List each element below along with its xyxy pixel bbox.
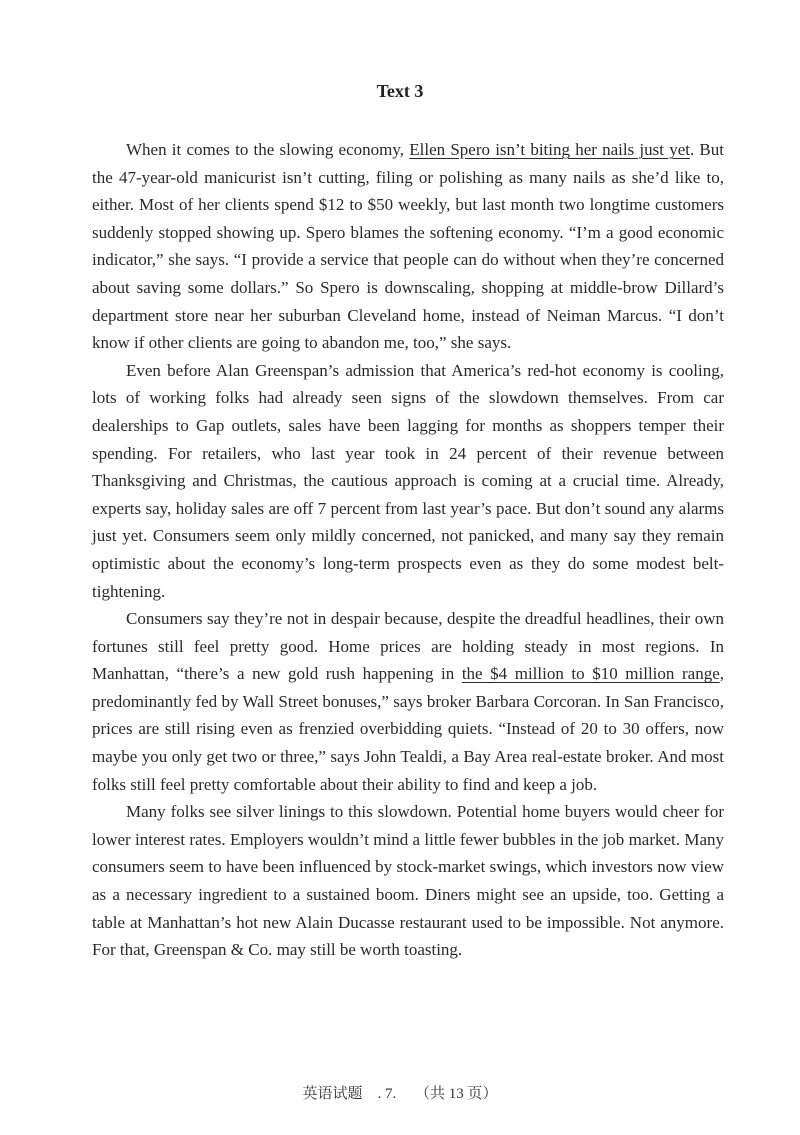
article-body: [92, 136, 724, 964]
underlined-phrase-nails: Ellen Spero isn’t biting her nails just yet: [409, 140, 690, 159]
paragraph-3-text-b: , predominantly fed by Wall Street bonuses,” says broker Barbara Corcoran. In San Francisco, prices are still rising even as frenzied overbidding quiets. “Instead of 20 to 30 offers, now maybe you only get two or three,” says John Tealdi, a Bay Area real-estate broker. And most folks still feel pretty comfortable about their ability to find and keep a job.: [92, 664, 724, 794]
underlined-phrase-price-range: the $4 million to $10 million range: [461, 664, 720, 684]
paragraph-3-text-a: Consumers say they’re not in despair because, despite the dreadful headlines, their own fortunes still feel pretty good. Home prices are holding steady in most regions. In Manhattan, “there’s a new gold rush happening in: [92, 609, 724, 684]
paragraph-1: [92, 136, 724, 357]
paragraph-1-text-b: . But the 47-year-old manicurist isn’t cutting, filing or polishing as many nails as she’d like to, either. Most of her clients spend $12 to $50 weekly, but last month two longtime customers suddenly stopped showing up. Spero blames the softening economy. “I’m a good economic indicator,” she says. “I provide a service that people can do without when they’re concerned about saving some dollars.” So Spero is downscaling, shopping at middle-brow Dillard’s department store near her suburban Cleveland home, instead of Neiman Marcus. “I don’t know if other clients are going to abandon me, too,” she says.: [92, 140, 724, 353]
paragraph-4: Many folks see silver linings to this slowdown. Potential home buyers would cheer for lower interest rates. Employers wouldn’t mind a little fewer bubbles in the job market. Many consumers seem to have been influenced by stock-market swings, which investors now view as a necessary ingredient to a sustained boom. Diners might see an upside, too. Getting a table at Manhattan’s hot new Alain Ducasse restaurant used to be impossible. Not anymore. For that, Greenspan & Co. may still be worth toasting.: [92, 802, 724, 960]
paragraph-1-text-a: When it comes to the slowing economy,: [126, 140, 410, 159]
paragraph-3: [92, 605, 724, 798]
page-title: Text 3: [376, 81, 424, 101]
page-footer: 英语试题 . 7. （共 13 页）: [302, 1086, 498, 1102]
paragraph-2: Even before Alan Greenspan’s admission that America’s red-hot economy is cooling, lots of working folks had already seen signs of the slowdown themselves. From car dealerships to Gap outlets, sales have been lagging for months as shoppers temper their spending. For retailers, who last year took in 24 percent of their revenue between Thanksgiving and Christmas, the cautious approach is coming at a crucial time. Already, experts say, holiday sales are off 7 percent from last year’s pace. But don’t sound any alarms just yet. Consumers seem only mildly concerned, not panicked, and many say they remain optimistic about the economy’s long-term prospects even as they do some modest belt-tightening.: [92, 360, 724, 601]
